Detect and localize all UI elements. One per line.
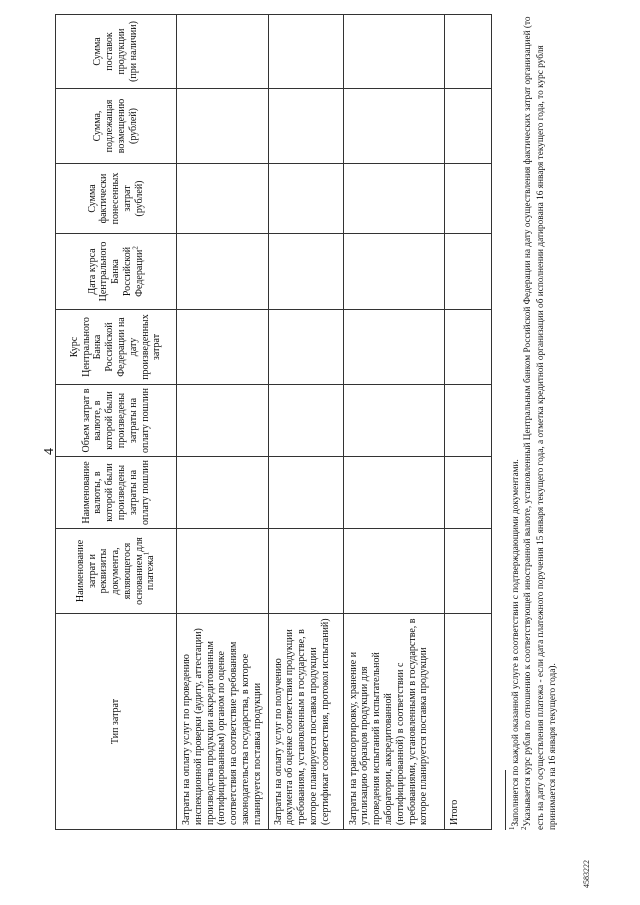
header-cost-type: Тип затрат [56, 614, 177, 830]
footnote-1: $^1$Заполняется по каждой оказанной услуге в соответствии с подтверждающими документами. [507, 459, 521, 830]
table-row [343, 15, 444, 830]
document-page [0, 5, 600, 900]
header-cost-name: Наименование затрат и реквизиты документа, являющегося основанием для платежа$^1$ [56, 529, 177, 614]
footnote-ref: 1 [143, 551, 152, 556]
cost-type-cell: Затраты на транспортировку, хранение и утилизацию образцов продукции для проведения испытаний в испытательной лаборатории, аккредитованной (нотифицированной) в соответствии с требованиями, установленными в государстве, в которое планируется поставка продукции [343, 614, 444, 830]
cost-type-cell: Затраты на оплату услуг по получению документа об оценке соответствия продукции требованиям, установленным в государстве, в которое планируется поставка продукции (сертификат соответствия, протокол испытаний) [268, 614, 343, 830]
total-row [444, 15, 491, 830]
header-rate-date: Дата курса Центрального Банка Российской Федерации$^2$ [56, 234, 177, 310]
document-code: 4583222 [582, 860, 591, 888]
costs-table [55, 14, 492, 830]
header-exchange-rate: Курс Центрального Банка Российской Федерации на дату произведенных затрат [56, 310, 177, 385]
header-currency-name: Наименование валюты, в которой были произведены затраты на оплату пошлин [56, 457, 177, 529]
footnotes [507, 15, 559, 830]
table-row [268, 15, 343, 830]
page-number: 4 [42, 448, 57, 455]
table-header-row [56, 15, 177, 830]
footnote-2: $^2$Указывается курс рубля по отношению к соответствующей иностранной валюте, установленный Центральным банком Российской Федерации на дату осуществления фактических затрат организацией (то есть на дату осуществления платежа - если дата платежного поручения 15 января текущего года, а отметка кредитной организации об исполнении датирована 16 января текущего года, то курс рубля принимается на 16 января текущего года). [520, 16, 558, 830]
header-currency-amount: Объем затрат в валюте, в которой были произведены затраты на оплату пошлин [56, 385, 177, 457]
header-reimbursable-sum: Сумма, подлежащая возмещению (рублей) [56, 89, 177, 164]
footnote-ref: 2 [131, 246, 140, 250]
footnote-divider [505, 770, 506, 830]
header-actual-costs: Сумма фактически понесенных затрат (рублей) [56, 164, 177, 234]
header-supply-sum: Сумма поставок продукции (при наличии) [56, 15, 177, 89]
total-label: Итого [444, 614, 491, 830]
table-row [177, 15, 269, 830]
cost-type-cell: Затраты на оплату услуг по проведению инспекционной проверки (аудиту, аттестации) производства продукции аккредитованным (нотифицированным) органом по оценке соответствия на соответствие требованиям законодательства государства, в которое планируется поставка продукции [177, 614, 269, 830]
